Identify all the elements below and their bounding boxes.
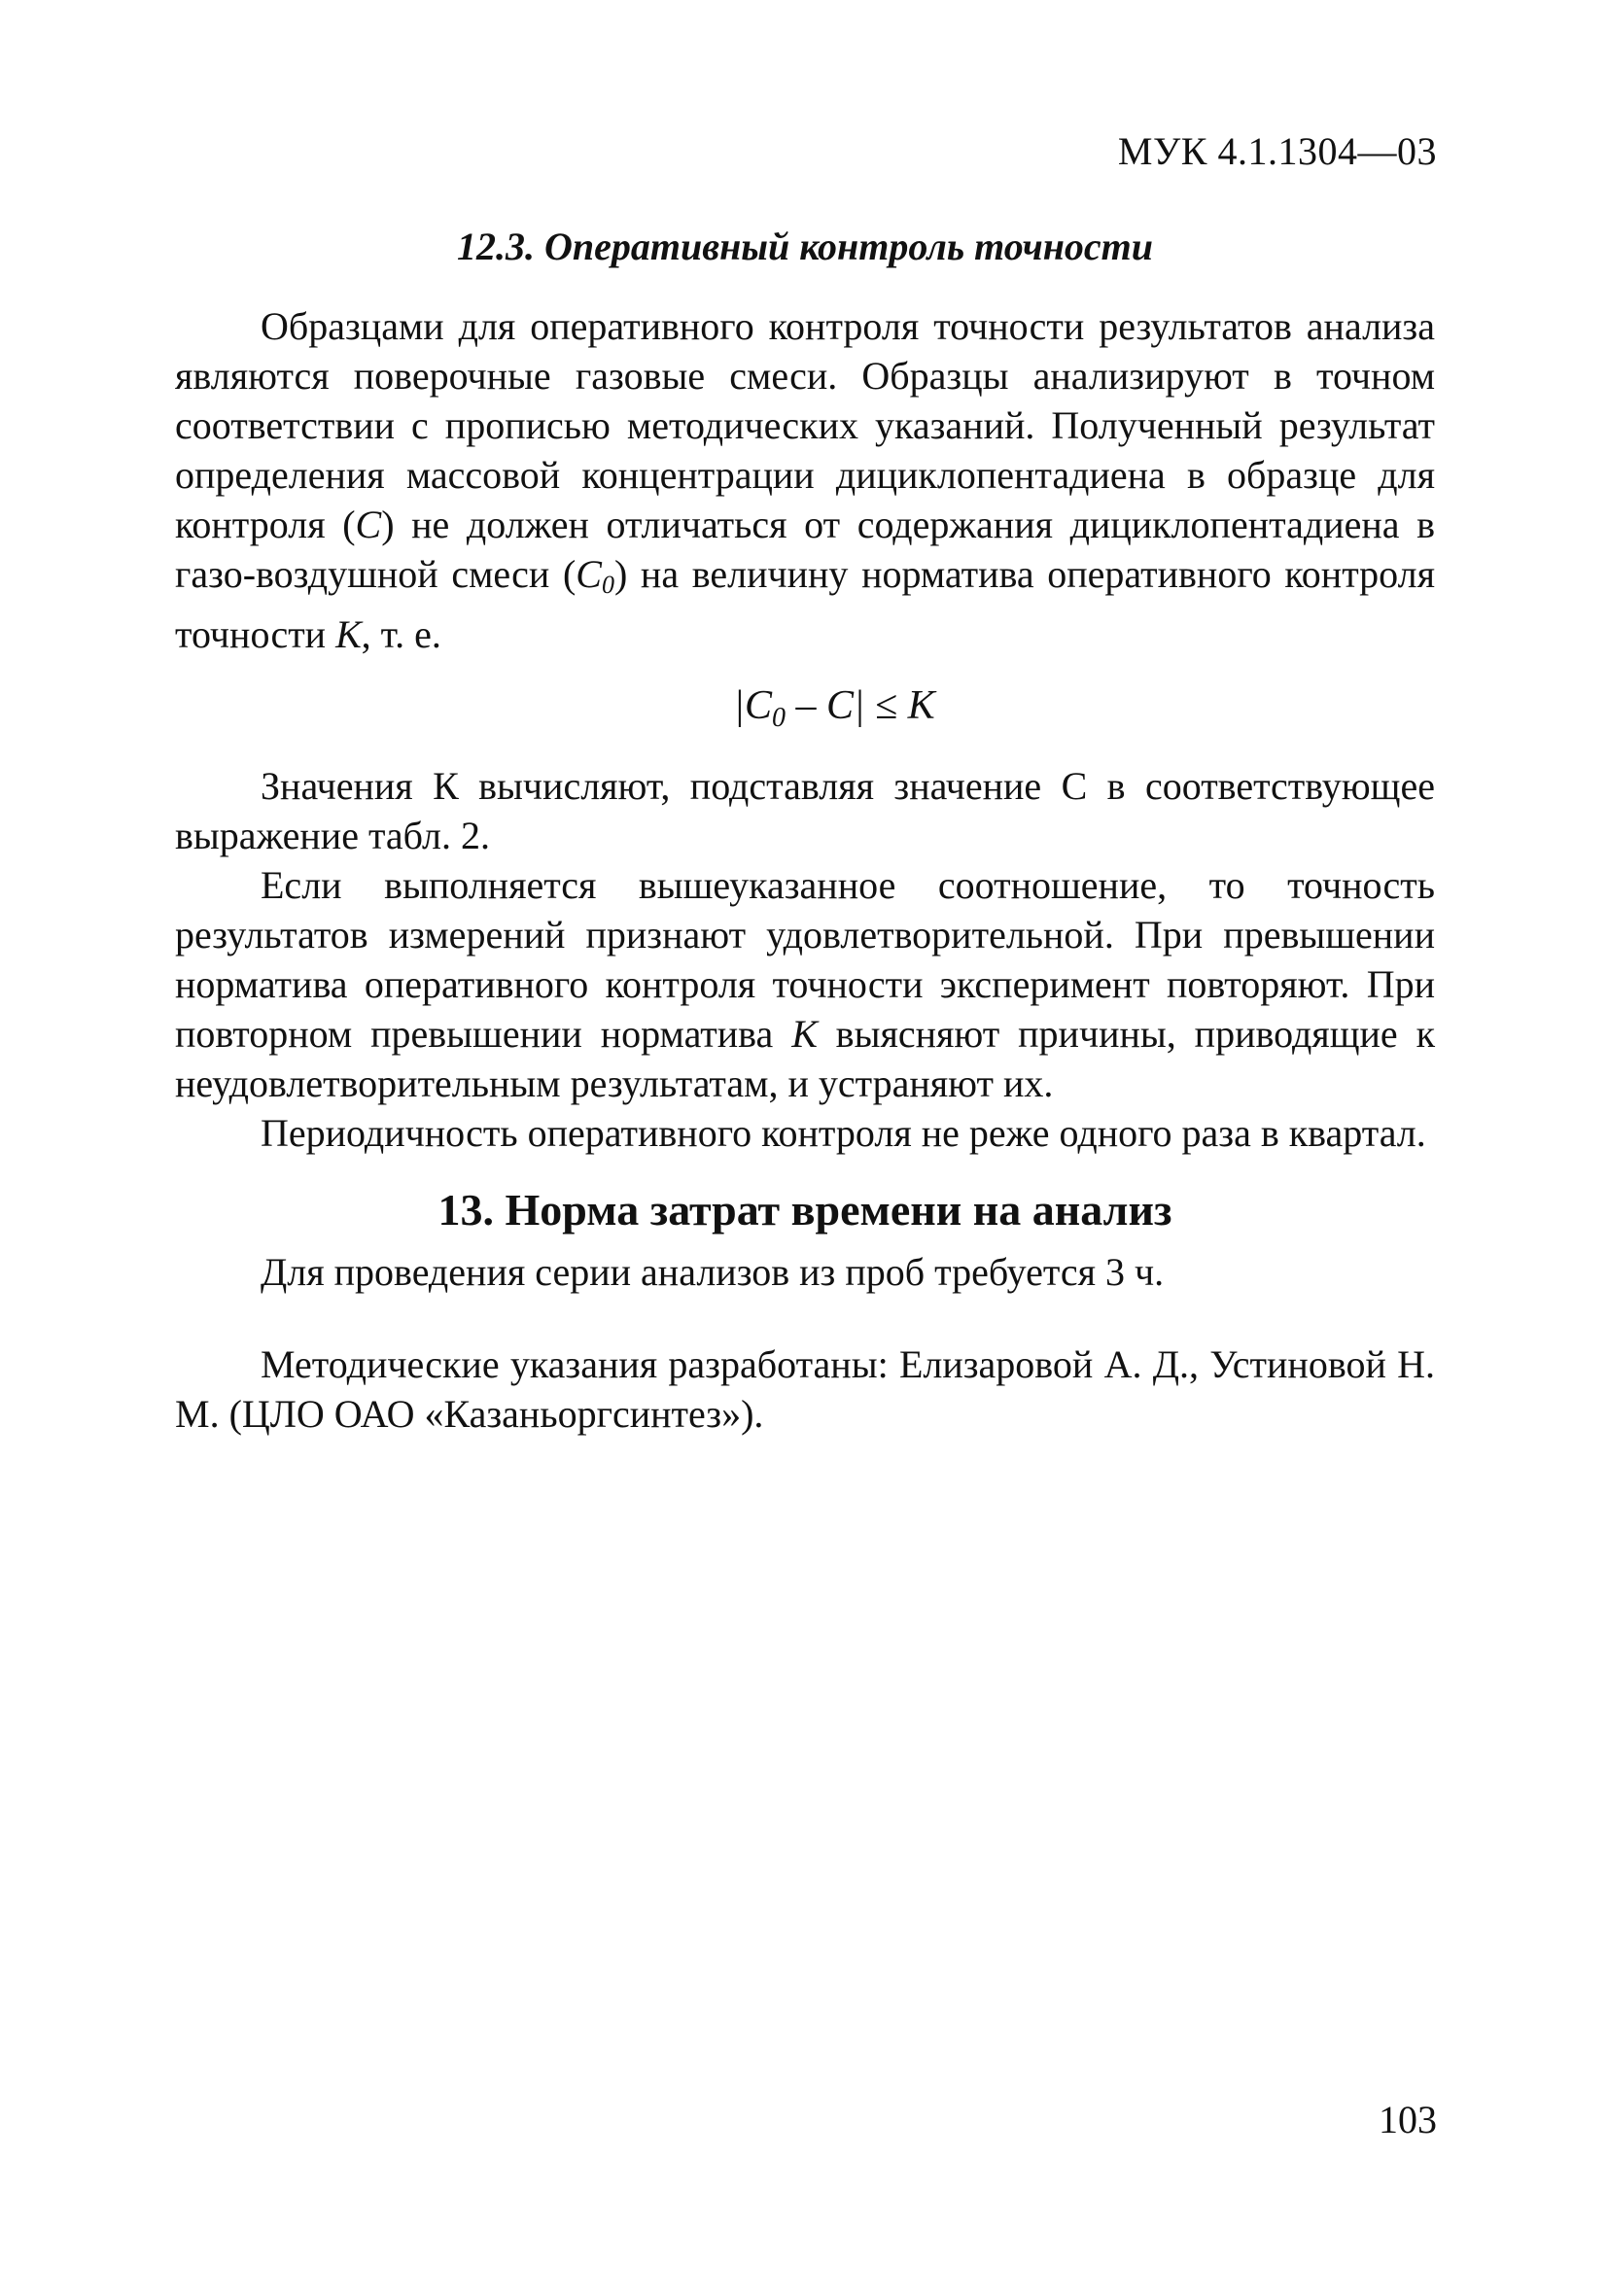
paragraph-text: выясняют причины, приводящие к неудовлетворительным результатам, и устраняют их. <box>175 1012 1435 1105</box>
paragraph-text: Если выполняется вышеуказанное соотношение, то точность результатов измерений признают удовлетворительной. При превышении норматива оперативного контроля точности эксперимент повторяют. При повторном превышении норматива <box>175 863 1435 1056</box>
variable-c0-subscript: 0 <box>601 571 614 599</box>
formula-bar-left: | <box>733 683 745 728</box>
paragraph-text: Образцами для оперативного контроля точности результатов анализа являются поверочные газовые смеси. Образцы анализируют в точном соответствии с прописью методических указаний. Полученный результат определения массовой концентрации дициклопентадиена в образце для контроля ( <box>175 304 1435 546</box>
paragraph-text: ) не должен отличаться от содержания дициклопентадиена в газо-воздушной смеси ( <box>175 503 1435 596</box>
subsection-title: 12.3. Оперативный контроль точности <box>456 225 1154 268</box>
formula-minus: – <box>785 683 826 728</box>
section-13-title: 13. Норма затрат времени на анализ <box>437 1185 1172 1235</box>
formula-c0-subscript: 0 <box>771 703 786 733</box>
variable-c: С <box>355 503 382 546</box>
paragraph-credits: Методические указания разработаны: Елизаровой А. Д., Устиновой Н. М. (ЦЛО ОАО «Казаньоргсинтез»). <box>175 1342 1435 1436</box>
inequality-formula <box>175 677 1435 748</box>
paragraph-periodicity: Периодичность оперативного контроля не реже одного раза в квартал. <box>261 1111 1426 1155</box>
paragraph-time-norm: Для проведения серии анализов из проб требуется 3 ч. <box>261 1250 1165 1294</box>
paragraph-k-values: Значения К вычисляют, подставляя значение С в соответствующее выражение табл. 2. <box>175 764 1435 857</box>
page-number: 103 <box>1379 2098 1437 2141</box>
variable-k: К <box>335 612 362 656</box>
formula-k: K <box>907 683 935 728</box>
formula-c: C <box>825 683 854 728</box>
formula-c0: C <box>744 683 772 728</box>
paragraph-text: ) на величину норматива оперативного контроля точности <box>175 552 1435 656</box>
paragraph-text: , т. е. <box>361 612 441 656</box>
variable-c0: С <box>576 552 602 596</box>
formula-leq: ≤ <box>864 683 908 728</box>
spacer <box>175 1297 1435 1339</box>
formula-bar-right: | <box>853 683 865 728</box>
variable-k: К <box>791 1012 818 1056</box>
page-content <box>175 222 1435 1439</box>
paragraph-accuracy-control <box>175 301 1435 659</box>
document-code: МУК 4.1.1304—03 <box>1117 129 1437 173</box>
paragraph-result-evaluation <box>175 860 1435 1108</box>
